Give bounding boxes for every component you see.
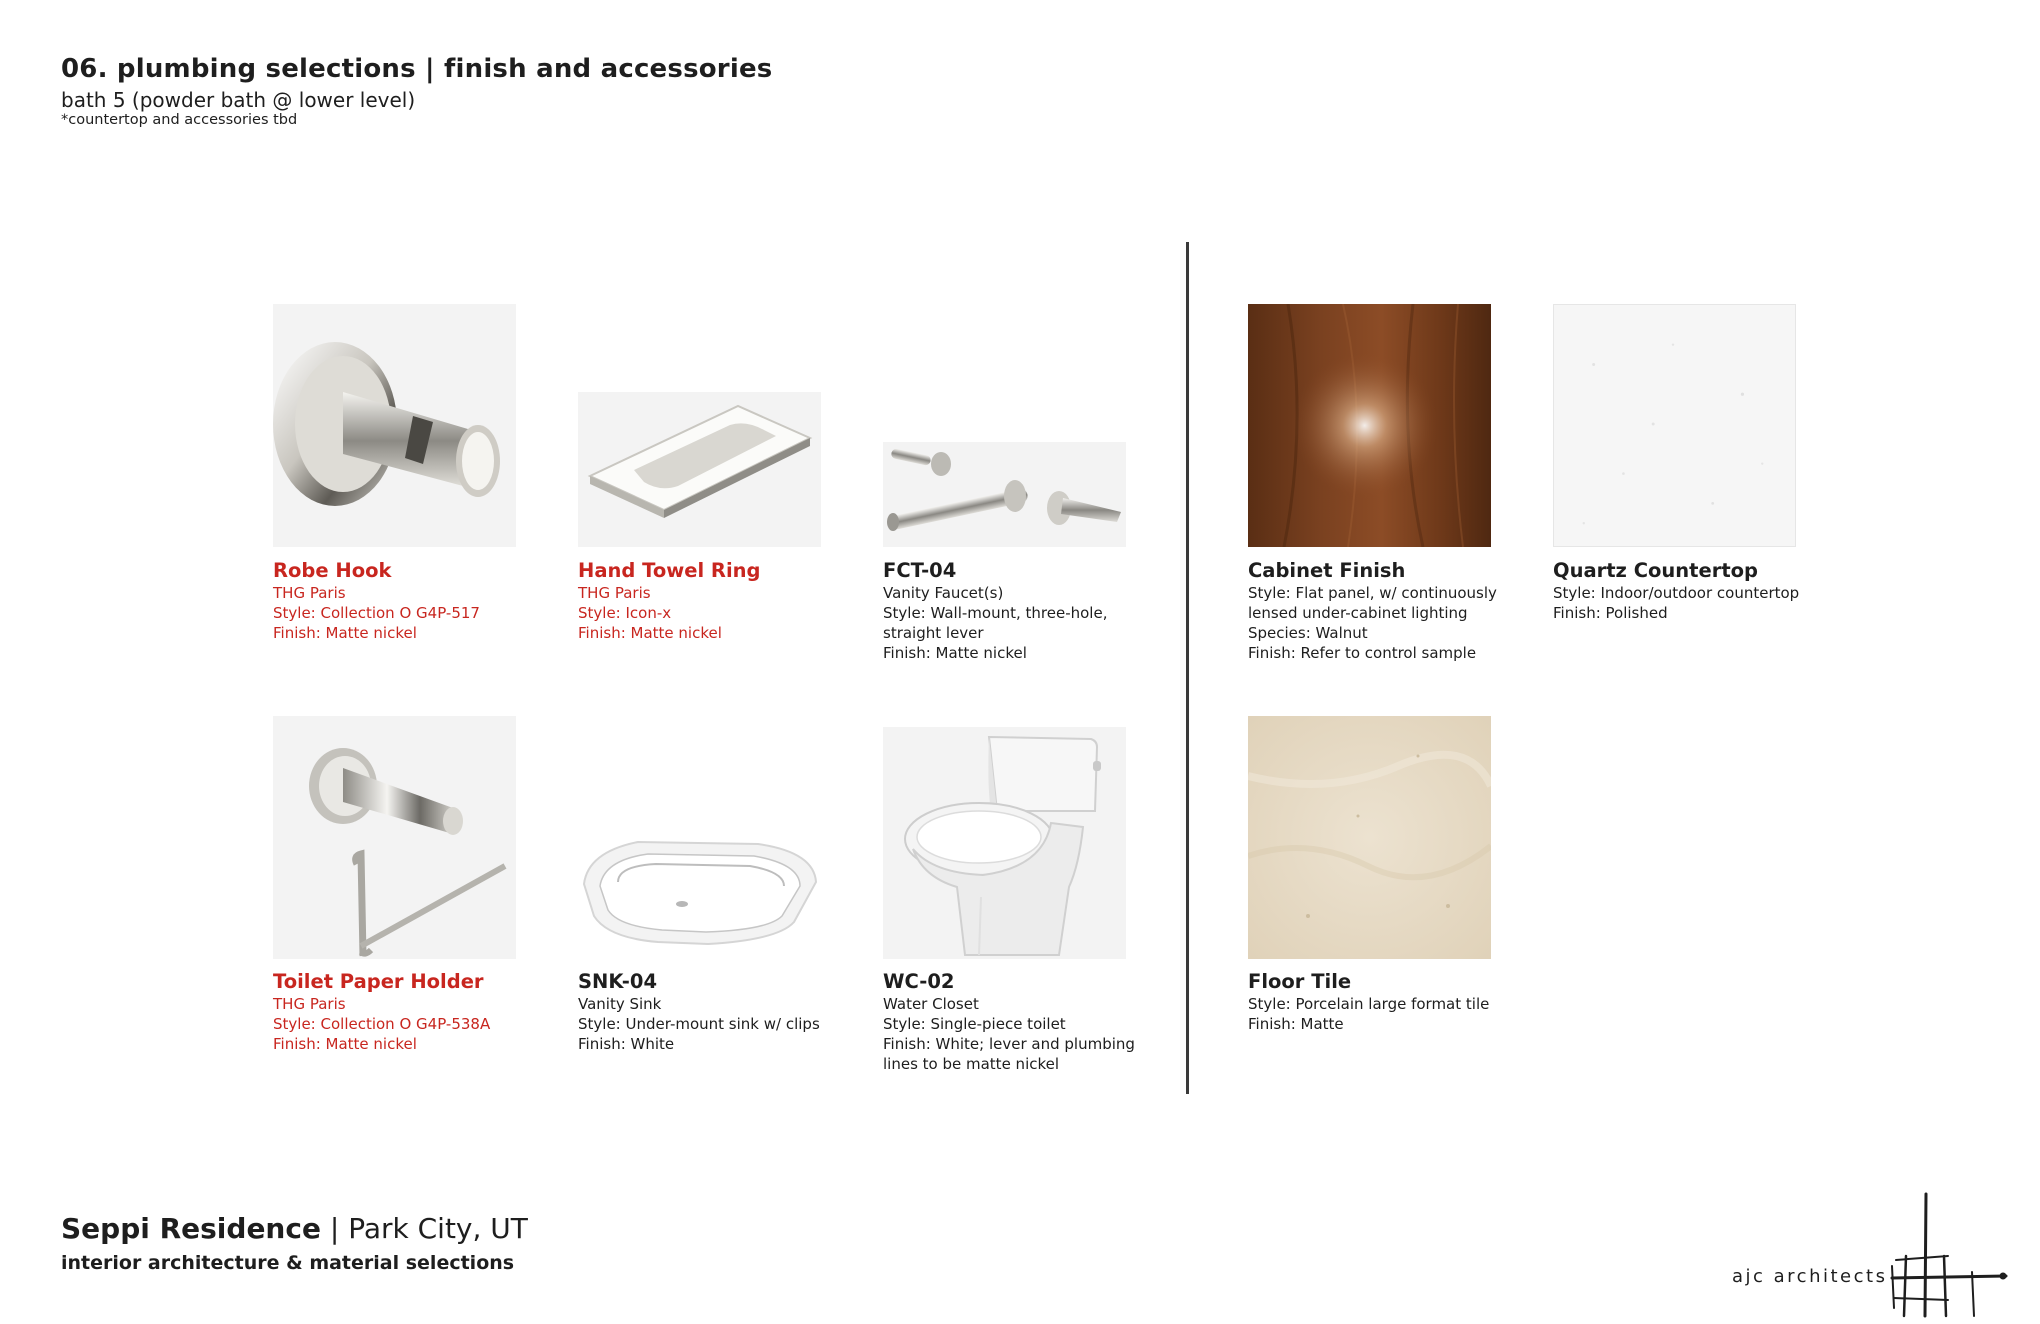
project-location: | Park City, UT bbox=[320, 1212, 528, 1245]
floor-tile-line: Finish: Matte bbox=[1248, 1015, 1344, 1033]
sink-caption bbox=[578, 970, 898, 1054]
sink-line: Vanity Sink bbox=[578, 995, 662, 1013]
floor-tile-caption bbox=[1248, 970, 1568, 1034]
project-name: Seppi Residence bbox=[61, 1212, 321, 1245]
toilet-line: Finish: White; lever and plumbing bbox=[883, 1035, 1135, 1053]
sink-line: Style: Under-mount sink w/ clips bbox=[578, 1015, 820, 1033]
faucet-line: straight lever bbox=[883, 624, 984, 642]
faucet-image bbox=[883, 442, 1126, 547]
page-note: *countertop and accessories tbd bbox=[61, 112, 298, 128]
cabinet-line: lensed under-cabinet lighting bbox=[1248, 604, 1468, 622]
paper-holder-caption bbox=[273, 970, 593, 1054]
toilet-line: Style: Single-piece toilet bbox=[883, 1015, 1066, 1033]
robe-hook-line: Finish: Matte nickel bbox=[273, 624, 417, 642]
robe-hook-line: Style: Collection O G4P-517 bbox=[273, 604, 480, 622]
cabinet-title: Cabinet Finish bbox=[1248, 559, 1406, 582]
paper-holder-line: THG Paris bbox=[273, 995, 346, 1013]
cabinet-line: Style: Flat panel, w/ continuously bbox=[1248, 584, 1497, 602]
quartz-sample-image bbox=[1553, 304, 1796, 547]
floor-tile-title: Floor Tile bbox=[1248, 970, 1352, 993]
robe-hook-line: THG Paris bbox=[273, 584, 346, 602]
paper-holder-title: Toilet Paper Holder bbox=[273, 970, 484, 993]
sink-title: SNK-04 bbox=[578, 970, 658, 993]
towel-ring-line: Finish: Matte nickel bbox=[578, 624, 722, 642]
floor-tile-image bbox=[1248, 716, 1491, 959]
project-title bbox=[61, 1212, 528, 1245]
cabinet-caption bbox=[1248, 559, 1568, 663]
firm-logo-icon bbox=[1888, 1190, 2008, 1320]
towel-ring-title: Hand Towel Ring bbox=[578, 559, 761, 582]
paper-holder-line: Finish: Matte nickel bbox=[273, 1035, 417, 1053]
faucet-caption bbox=[883, 559, 1203, 663]
walnut-sample-image bbox=[1248, 304, 1491, 547]
cabinet-line: Species: Walnut bbox=[1248, 624, 1368, 642]
toilet-line: Water Closet bbox=[883, 995, 979, 1013]
faucet-title: FCT-04 bbox=[883, 559, 957, 582]
quartz-title: Quartz Countertop bbox=[1553, 559, 1759, 582]
project-subtitle: interior architecture & material selections bbox=[61, 1252, 515, 1274]
page-title: 06. plumbing selections | finish and accessories bbox=[61, 54, 773, 84]
firm-name: ajc architects bbox=[1732, 1266, 1888, 1287]
towel-ring-line: Style: Icon-x bbox=[578, 604, 672, 622]
toilet-line: lines to be matte nickel bbox=[883, 1055, 1060, 1073]
faucet-line: Finish: Matte nickel bbox=[883, 644, 1027, 662]
toilet-caption bbox=[883, 970, 1203, 1074]
floor-tile-line: Style: Porcelain large format tile bbox=[1248, 995, 1490, 1013]
quartz-caption bbox=[1553, 559, 1873, 623]
robe-hook-image bbox=[273, 304, 516, 547]
faucet-line: Vanity Faucet(s) bbox=[883, 584, 1004, 602]
paper-holder-image bbox=[273, 716, 516, 959]
toilet-title: WC-02 bbox=[883, 970, 955, 993]
towel-ring-line: THG Paris bbox=[578, 584, 651, 602]
robe-hook-title: Robe Hook bbox=[273, 559, 392, 582]
toilet-image bbox=[883, 727, 1126, 959]
paper-holder-line: Style: Collection O G4P-538A bbox=[273, 1015, 491, 1033]
quartz-line: Finish: Polished bbox=[1553, 604, 1668, 622]
towel-ring-image bbox=[578, 392, 821, 547]
sink-line: Finish: White bbox=[578, 1035, 675, 1053]
towel-ring-caption bbox=[578, 559, 898, 643]
sink-image bbox=[578, 812, 821, 959]
section-divider bbox=[1186, 242, 1189, 1094]
quartz-line: Style: Indoor/outdoor countertop bbox=[1553, 584, 1800, 602]
faucet-line: Style: Wall-mount, three-hole, bbox=[883, 604, 1108, 622]
page-subtitle: bath 5 (powder bath @ lower level) bbox=[61, 88, 416, 112]
robe-hook-caption bbox=[273, 559, 593, 643]
cabinet-line: Finish: Refer to control sample bbox=[1248, 644, 1477, 662]
